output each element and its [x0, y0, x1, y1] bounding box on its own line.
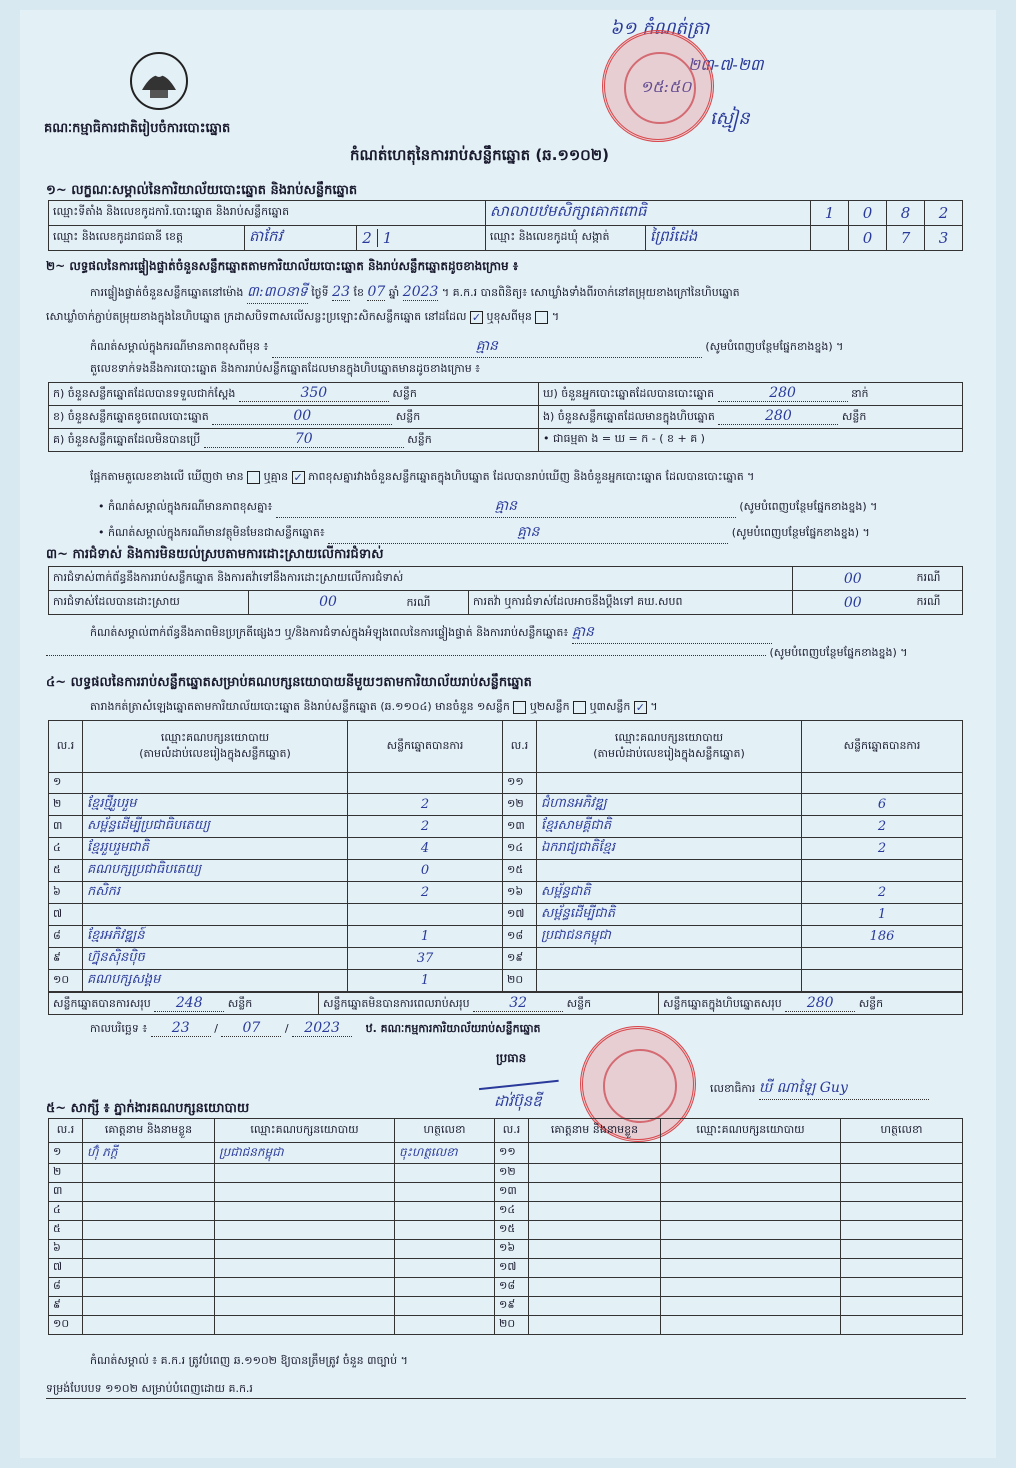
verify-time: ៣:៣០នាទី	[247, 282, 308, 304]
signing-date-line: កាលបរិច្ឆេទ ៖ 23 / 07 / 2023 ឋ. គណៈកម្មការការិយាល័យរាប់សន្លឹកឆ្នោត	[90, 1020, 541, 1036]
witness-name	[83, 1183, 215, 1202]
total-invalid: 32	[473, 995, 563, 1012]
party-votes: 37	[348, 948, 503, 970]
sign-year: 2023	[292, 1020, 352, 1037]
chair-signature	[477, 1064, 558, 1090]
witness-party	[661, 1278, 841, 1297]
party-no: ១៩	[503, 948, 537, 970]
top-time: ១៥:៥០	[640, 77, 692, 96]
total-valid: 248	[154, 995, 224, 1012]
party-votes: 2	[802, 838, 963, 860]
witness-name: ហ៊ុំ ភក្តី	[83, 1143, 215, 1164]
witness-no: ១៣	[495, 1183, 529, 1202]
witness-party	[215, 1183, 395, 1202]
witness-name	[83, 1202, 215, 1221]
witness-signature	[841, 1278, 963, 1297]
party-no: ១៨	[503, 926, 537, 948]
witness-signature	[841, 1316, 963, 1335]
figures-intro: តួលេខទាក់ទងនឹងការបោះឆ្នោត និងការរាប់សន្លឹកឆ្នោតដែលមានក្នុងហិបឆ្នោតមានដូចខាងក្រោម ៖	[90, 362, 481, 375]
witness-name	[529, 1164, 661, 1183]
irregularity-note-line: កំណត់សម្គាល់ពាក់ព័ន្ធនឹងភាពមិនប្រក្រតីផ្សេងៗ ឬ/និងការជំទាស់ក្នុងអំឡុងពេលនៃការផ្ទៀងផ្ទាត់ និងការរាប់សន្លឹកឆ្នោត៖ គ្មាន	[90, 622, 772, 644]
station-code-3: 8	[887, 201, 925, 226]
witness-signature	[395, 1202, 495, 1221]
secretary-line: លេខាធិការ ឃី ណាឡៃ Guy	[710, 1078, 929, 1100]
verification-line: ការផ្ទៀងផ្ទាត់ចំនួនសន្លឹកឆ្នោតនៅម៉ោង ៣:៣០នាទី ថ្ងៃទី 23 ខែ 07 ឆ្នាំ 2023 ។ គ.ក.រ បានពិនិត្យ៖ សោឃ្លាំងទាំងពីរចាក់នៅតម្រុយខាងក្រៅនៃហិបឆ្នោត	[90, 282, 740, 304]
province-label: ឈ្មោះ និងលេខកូដរាជធានី ខេត្ត	[49, 226, 245, 251]
witness-row	[49, 1259, 963, 1278]
section2-heading: ២~ លទ្ធផលនៃការផ្ទៀងផ្ទាត់ចំនួនសន្លឹកឆ្នោតតាមការិយាល័យបោះឆ្នោត និងរាប់សន្លឹកឆ្នោតដូចខាងក្រោម ៖	[46, 259, 519, 273]
witness-party	[215, 1221, 395, 1240]
party-name: សម្ព័ន្ធដើម្បីជាតិ	[537, 904, 802, 926]
witness-party: ប្រជាជនកម្ពុជា	[215, 1143, 395, 1164]
witness-name	[529, 1143, 661, 1164]
page-title: កំណត់ហេតុនៃការរាប់សន្លឹកឆ្នោត (ឆ.១១០២)	[350, 146, 610, 164]
witness-signature: ចុះហត្ថលេខា	[395, 1143, 495, 1164]
party-votes: 6	[802, 794, 963, 816]
chair-title: ប្រធាន	[496, 1051, 527, 1065]
formula: • ជាធម្មតា ង = ឃ = ក - ( ខ + គ )	[539, 429, 963, 452]
party-no: ១១	[503, 773, 537, 794]
witness-no: ១០	[49, 1316, 83, 1335]
section5-heading: ៥~ សាក្សី ៖ ភ្នាក់ងារគណបក្សនយោបាយ	[46, 1101, 250, 1116]
witness-no: ៦	[49, 1240, 83, 1259]
witness-signature	[841, 1221, 963, 1240]
party-votes: 1	[348, 970, 503, 992]
party-no: ១២	[503, 794, 537, 816]
has-diff-checkbox[interactable]	[247, 471, 260, 484]
witness-signature	[395, 1297, 495, 1316]
document-page	[20, 10, 996, 1458]
commune-value: ព្រៃរំដេង	[645, 226, 810, 251]
party-votes	[802, 773, 963, 794]
section3-heading: ៣~ ការជំទាស់ និងការមិនយល់ស្របតាមការដោះស្រាយលើការជំទាស់	[46, 547, 384, 562]
witness-signature	[841, 1202, 963, 1221]
party-no: ៦	[49, 882, 83, 904]
witness-no: ៩	[49, 1297, 83, 1316]
party-name: ខ្មែរអភិវឌ្ឍន៍	[83, 926, 348, 948]
commune-label: ឈ្មោះ និងលេខកូដឃុំ សង្កាត់	[485, 226, 645, 251]
spoiled-ballots: 00	[212, 408, 392, 425]
verify-month: 07	[367, 284, 386, 300]
witness-name	[83, 1259, 215, 1278]
irregularity-back-note: (សូមបំពេញបន្ថែមផ្នែកខាងខ្នង) ។	[46, 646, 966, 662]
party-votes: 2	[348, 816, 503, 838]
witness-party	[661, 1297, 841, 1316]
party-name: សម្ព័ន្ធដើម្បីប្រជាធិបតេយ្យ	[83, 816, 348, 838]
witness-name	[83, 1221, 215, 1240]
party-name: សម្ព័ន្ធជាតិ	[537, 882, 802, 904]
witness-signature	[395, 1259, 495, 1278]
station-name-label: ឈ្មោះទីតាំង និងលេខកូដការិ.បោះឆ្នោត និងរាប់សន្លឹកឆ្នោត	[49, 201, 486, 226]
section4-heading: ៤~ លទ្ធផលនៃការរាប់សន្លឹកឆ្នោតសម្រាប់គណបក្សនយោបាយនីមួយៗតាមការិយាល័យរាប់សន្លឹកឆ្នោត	[46, 675, 532, 690]
party-votes: 0	[348, 860, 503, 882]
witness-party	[661, 1259, 841, 1278]
polling-station-table	[48, 200, 963, 251]
secretary-name: ឃី ណាឡៃ Guy	[759, 1078, 929, 1100]
party-votes: 2	[348, 794, 503, 816]
party-votes: 2	[802, 816, 963, 838]
witness-party	[215, 1297, 395, 1316]
tally-sheet-line: តារាងកត់ត្រាសំឡេងឆ្នោតតាមការិយាល័យបោះឆ្នោត និងរាប់សន្លឹកឆ្នោត (ឆ.១១០៤) មានចំនួន ១សន្លឹក ឬ២សន្លឹក ឬ៣សន្លឹក ✓ ។	[90, 700, 658, 714]
witness-no: ៥	[49, 1221, 83, 1240]
station-name-value: សាលាបឋមសិក្សាគោកពោធិ	[485, 201, 810, 226]
witness-name	[83, 1278, 215, 1297]
result-row	[49, 860, 963, 882]
party-no: ១	[49, 773, 83, 794]
party-votes: 2	[802, 882, 963, 904]
change-note-line: កំណត់សម្គាល់ក្នុងករណីមានភាពខុសពីមុន ៖ គ្មាន (សូមបំពេញបន្ថែមផ្នែកខាងខ្នង) ។	[90, 336, 980, 358]
witness-name	[83, 1240, 215, 1259]
voters-count: 280	[718, 385, 848, 402]
province-code-2: 1	[377, 229, 397, 247]
witness-row	[49, 1202, 963, 1221]
results-table: ល.រ ឈ្មោះគណបក្សនយោបាយ (តាមលំដាប់លេខរៀងក្នុងសន្លឹកឆ្នោត) សន្លឹកឆ្នោតបានការ ល.រ ឈ្មោះគណបក្សនយោបាយ (តាមលំដាប់លេខរៀងក្នុងសន្លឹកឆ្នោត) សន្លឹកឆ្នោតបានការ ១ ១១ ២ ខ្មែរថ្មីរួបរួម 2 ១២ ជំហានអភិវឌ្ឍ 6 ៣ សម្ព័ន្ធដើម្បីប្រជាធិបតេយ្យ 2 ១៣ ខ្មែរសាមគ្គីជាតិ 2 ៤ ខ្មែររួបរួមជាតិ 4 ១៤ ឯករាជ្យជាតិខ្មែរ 2 ៥ គណបក្សប្រជាធិបតេយ្យ 0 ១៥ ៦ កសិករ 2 ១៦ សម្ព័ន្ធជាតិ 2 ៧ ១៧ សម្ព័ន្ធដើម្បីជាតិ 1 ៨ ខ្មែរអភិវឌ្ឍន៍ 1 ១៨ ប្រជាជនកម្ពុជា 186 ៩ ហ្វ៊ុនស៊ិនប៉ិច 37 ១៩ ១០ គណបក្សសង្គម 1 ២០	[48, 720, 963, 992]
party-no: ៧	[49, 904, 83, 926]
appeal-label: ការតវ៉ា ឬការជំទាស់ដែលអាចនឹងប្តឹងទៅ គឃ.សបព	[469, 591, 793, 615]
total-in-box: 280	[785, 995, 855, 1012]
province-code-1: 2	[362, 229, 372, 247]
three-sheet-checkbox[interactable]: ✓	[635, 700, 646, 714]
top-note: ៦១ កំណត់ត្រា	[610, 18, 710, 39]
witness-row	[49, 1297, 963, 1316]
party-no: ៩	[49, 948, 83, 970]
party-name: ខ្មែរសាមគ្គីជាតិ	[537, 816, 802, 838]
witness-party	[215, 1240, 395, 1259]
party-no: ១៦	[503, 882, 537, 904]
party-name: ជំហានអភិវឌ្ឍ	[537, 794, 802, 816]
result-row	[49, 926, 963, 948]
witness-signature	[841, 1297, 963, 1316]
party-no: ៣	[49, 816, 83, 838]
result-row	[49, 970, 963, 992]
witness-party	[215, 1164, 395, 1183]
witness-row	[49, 1316, 963, 1335]
form-note: ទម្រង់បែបបទ ១១០២ សម្រាប់បំពេញដោយ គ.ក.រ	[46, 1382, 966, 1399]
witness-no: ១៩	[495, 1297, 529, 1316]
witness-no: ១៤	[495, 1202, 529, 1221]
witness-no: ២	[49, 1164, 83, 1183]
top-signature: ស្មៀន	[710, 108, 750, 129]
witness-party	[215, 1259, 395, 1278]
party-no: ២	[49, 794, 83, 816]
party-votes	[802, 860, 963, 882]
top-date: ២៣-៧-២៣	[688, 55, 764, 74]
results-totals: សន្លឹកឆ្នោតបានការសរុប 248 សន្លឹក សន្លឹកឆ្នោតមិនបានការពេលរាប់សរុប 32 សន្លឹក សន្លឹកឆ្នោតក្នុងហិបឆ្នោតសរុប 280 សន្លឹក	[48, 992, 963, 1015]
result-row	[49, 904, 963, 926]
result-row	[49, 838, 963, 860]
party-name	[83, 904, 348, 926]
station-code-4: 2	[925, 201, 963, 226]
witness-name	[529, 1183, 661, 1202]
witness-row	[49, 1240, 963, 1259]
commune-code-2: 7	[887, 226, 925, 251]
party-name: ឯករាជ្យជាតិខ្មែរ	[537, 838, 802, 860]
appeal-count: 00	[793, 591, 913, 615]
witness-party	[661, 1202, 841, 1221]
verify-year: 2023	[402, 284, 439, 300]
sign-month: 07	[221, 1020, 281, 1037]
one-sheet-checkbox[interactable]	[513, 701, 526, 714]
result-row	[49, 816, 963, 838]
commune-code-3: 3	[925, 226, 963, 251]
party-no: ១៣	[503, 816, 537, 838]
party-votes	[348, 904, 503, 926]
diff-note-value: គ្មាន	[276, 496, 736, 518]
witness-name	[529, 1221, 661, 1240]
object-note-line: • កំណត់សម្គាល់ក្នុងករណីមានវត្ថុមិនមែនជាសន្លឹកឆ្នោត៖ គ្មាន (សូមបំពេញបន្ថែមផ្នែកខាងខ្នង) ។	[98, 522, 870, 544]
party-name	[537, 970, 802, 992]
party-name: គណបក្សប្រជាធិបតេយ្យ	[83, 860, 348, 882]
party-name	[537, 773, 802, 794]
witness-name	[529, 1202, 661, 1221]
result-row	[49, 794, 963, 816]
same-checkbox[interactable]: ✓	[471, 310, 482, 324]
witness-no: ១៥	[495, 1221, 529, 1240]
witness-name	[529, 1316, 661, 1335]
party-votes	[802, 948, 963, 970]
objection-count: 00	[793, 567, 913, 591]
ballot-figures-table: ក) ចំនួនសន្លឹកឆ្នោតដែលបានទទួលជាក់ស្តែង 350 សន្លឹក ឃ) ចំនួនអ្នកបោះឆ្នោតដែលបានបោះឆ្នោត 280 នាក់ ខ) ចំនួនសន្លឹកឆ្នោតខូចពេលបោះឆ្នោត 00 សន្លឹក ង) ចំនួនសន្លឹកឆ្នោតដែលមានក្នុងហិបឆ្នោត 280 សន្លឹក គ) ចំនួនសន្លឹកឆ្នោតដែលមិនបានប្រើ 70 សន្លឹក • ជាធម្មតា ង = ឃ = ក - ( ខ + គ )	[48, 382, 963, 452]
org-name: គណៈកម្មាធិការជាតិរៀបចំការបោះឆ្នោត	[44, 121, 231, 136]
footnote: កំណត់សម្គាល់ ៖ គ.ក.រ ត្រូវបំពេញ ឆ.១១០២ ឱ្យបានត្រឹមត្រូវ ចំនួន ៣ច្បាប់ ។	[90, 1354, 408, 1367]
witness-signature	[395, 1316, 495, 1335]
witness-signature	[841, 1164, 963, 1183]
sign-day: 23	[151, 1020, 211, 1037]
witness-signature	[841, 1259, 963, 1278]
witness-row	[49, 1278, 963, 1297]
witness-party	[661, 1316, 841, 1335]
party-votes: 2	[348, 882, 503, 904]
witness-no: ៤	[49, 1202, 83, 1221]
party-votes: 4	[348, 838, 503, 860]
objection-label: ការជំទាស់ពាក់ព័ន្ធនឹងការរាប់សន្លឹកឆ្នោត និងការតវ៉ាទៅនឹងការដោះស្រាយលើការជំទាស់	[49, 567, 793, 591]
witness-party	[661, 1143, 841, 1164]
witness-party	[215, 1202, 395, 1221]
commune-code-1: 0	[849, 226, 887, 251]
party-votes: 1	[802, 904, 963, 926]
party-no: ២០	[503, 970, 537, 992]
witness-no: ១២	[495, 1164, 529, 1183]
witness-no: ១	[49, 1143, 83, 1164]
party-name	[537, 948, 802, 970]
result-row	[49, 882, 963, 904]
result-row	[49, 773, 963, 794]
party-name: ហ្វ៊ុនស៊ិនប៉ិច	[83, 948, 348, 970]
witness-table: ល.រ គោត្តនាម និងនាមខ្លួន ឈ្មោះគណបក្សនយោបាយ ហត្ថលេខា ល.រ គោត្តនាម និងនាមខ្លួន ឈ្មោះគណបក្សនយោបាយ ហត្ថលេខា ១ ហ៊ុំ ភក្តី ប្រជាជនកម្ពុជា ចុះហត្ថលេខា ១១ ២ ១២ ៣ ១៣ ៤ ១៤ ៥ ១៥ ៦ ១៦ ៧ ១៧ ៨ ១៨ ៩ ១៩ ១០ ២០	[48, 1118, 963, 1335]
witness-signature	[395, 1183, 495, 1202]
verify-day: 23	[332, 284, 350, 300]
witness-no: ១១	[495, 1143, 529, 1164]
witness-party	[661, 1221, 841, 1240]
witness-party	[661, 1240, 841, 1259]
witness-name	[529, 1259, 661, 1278]
witness-row	[49, 1143, 963, 1164]
witness-party	[215, 1316, 395, 1335]
resolved-count: 00	[319, 593, 337, 610]
no-diff-checkbox[interactable]: ✓	[293, 470, 303, 484]
party-name: ខ្មែររួបរួមជាតិ	[83, 838, 348, 860]
party-name: ខ្មែរថ្មីរួបរួម	[83, 794, 348, 816]
witness-party	[661, 1183, 841, 1202]
witness-row	[49, 1183, 963, 1202]
party-votes: 1	[348, 926, 503, 948]
official-stamp-top	[602, 30, 714, 142]
irregularity-note-value: គ្មាន	[572, 622, 772, 644]
party-name: គណបក្សសង្គម	[83, 970, 348, 992]
party-name	[83, 773, 348, 794]
emblem-icon	[128, 50, 190, 112]
witness-signature	[841, 1143, 963, 1164]
witness-name	[529, 1297, 661, 1316]
party-no: ១៥	[503, 860, 537, 882]
witness-signature	[395, 1221, 495, 1240]
witness-party	[215, 1278, 395, 1297]
result-row	[49, 948, 963, 970]
party-name: ប្រជាជនកម្ពុជា	[537, 926, 802, 948]
witness-signature	[841, 1183, 963, 1202]
party-no: ៨	[49, 926, 83, 948]
diff-note-line: • កំណត់សម្គាល់ក្នុងករណីមានភាពខុសគ្នា៖ គ្មាន (សូមបំពេញបន្ថែមផ្នែកខាងខ្នង) ។	[98, 496, 877, 518]
two-sheet-checkbox[interactable]	[573, 701, 586, 714]
party-name	[537, 860, 802, 882]
received-ballots: 350	[239, 385, 389, 402]
change-note-value: គ្មាន	[272, 336, 702, 358]
party-votes: 186	[802, 926, 963, 948]
changed-checkbox[interactable]	[535, 311, 548, 324]
witness-row	[49, 1164, 963, 1183]
party-no: ១០	[49, 970, 83, 992]
party-no: ១៤	[503, 838, 537, 860]
party-name: កសិករ	[83, 882, 348, 904]
province-value: តាកែវ	[245, 226, 357, 251]
objections-table: ការជំទាស់ពាក់ព័ន្ធនឹងការរាប់សន្លឹកឆ្នោត និងការតវ៉ាទៅនឹងការដោះស្រាយលើការជំទាស់ 00 ករណី ការជំទាស់ដែលបានដោះស្រាយ 00 ករណី ការតវ៉ា ឬការជំទាស់ដែលអាចនឹងប្តឹងទៅ គឃ.សបព 00 ករណី	[48, 566, 963, 615]
witness-no: ១៦	[495, 1240, 529, 1259]
witness-signature	[395, 1164, 495, 1183]
station-code-2: 0	[849, 201, 887, 226]
witness-name	[529, 1240, 661, 1259]
party-votes	[348, 773, 503, 794]
witness-no: ១៧	[495, 1259, 529, 1278]
witness-name	[83, 1297, 215, 1316]
resolved-label: ការជំទាស់ដែលបានដោះស្រាយ	[49, 591, 249, 615]
witness-no: ៧	[49, 1259, 83, 1278]
witness-no: ២០	[495, 1316, 529, 1335]
witness-name	[83, 1164, 215, 1183]
discrepancy-line: ផ្អែកតាមតួលេខខាងលើ ឃើញថា មាន ឬគ្មាន ✓ ភាពខុសគ្នារវាងចំនួនសន្លឹកឆ្នោតក្នុងហិបឆ្នោត ដែលបានរាប់ឃើញ និងចំនួនអ្នកបោះឆ្នោត ដែលបានបោះឆ្នោត ។	[90, 470, 755, 484]
party-no: ៤	[49, 838, 83, 860]
unused-ballots: 70	[204, 431, 404, 448]
object-note-value: គ្មាន	[328, 522, 728, 544]
witness-no: ៣	[49, 1183, 83, 1202]
witness-signature	[395, 1240, 495, 1259]
witness-name	[83, 1316, 215, 1335]
party-no: ១៧	[503, 904, 537, 926]
ballots-in-box: 280	[718, 408, 838, 425]
witness-signature	[395, 1278, 495, 1297]
party-votes	[802, 970, 963, 992]
witness-party	[661, 1164, 841, 1183]
witness-no: ១៨	[495, 1278, 529, 1297]
party-no: ៥	[49, 860, 83, 882]
witness-row	[49, 1221, 963, 1240]
section1-heading: ១~ លក្ខណៈសម្គាល់នៃការិយាល័យបោះឆ្នោត និងរាប់សន្លឹកឆ្នោត	[46, 183, 358, 198]
station-code-1: 1	[811, 201, 849, 226]
witness-name	[529, 1278, 661, 1297]
witness-signature	[841, 1240, 963, 1259]
witness-no: ៨	[49, 1278, 83, 1297]
seal-check-line: សោឃ្លាំចាក់ភ្ជាប់តម្រុយខាងក្នុងនៃហិបឆ្នោត ក្រដាសបិទពាសលើសន្លះប្រឡោះសិកសន្លឹកឆ្នោត នៅដដែល ✓ ឬខុសពីមុន ។	[46, 310, 560, 324]
chair-name: ដាវ់ប៊ុនឌី	[494, 1092, 542, 1110]
